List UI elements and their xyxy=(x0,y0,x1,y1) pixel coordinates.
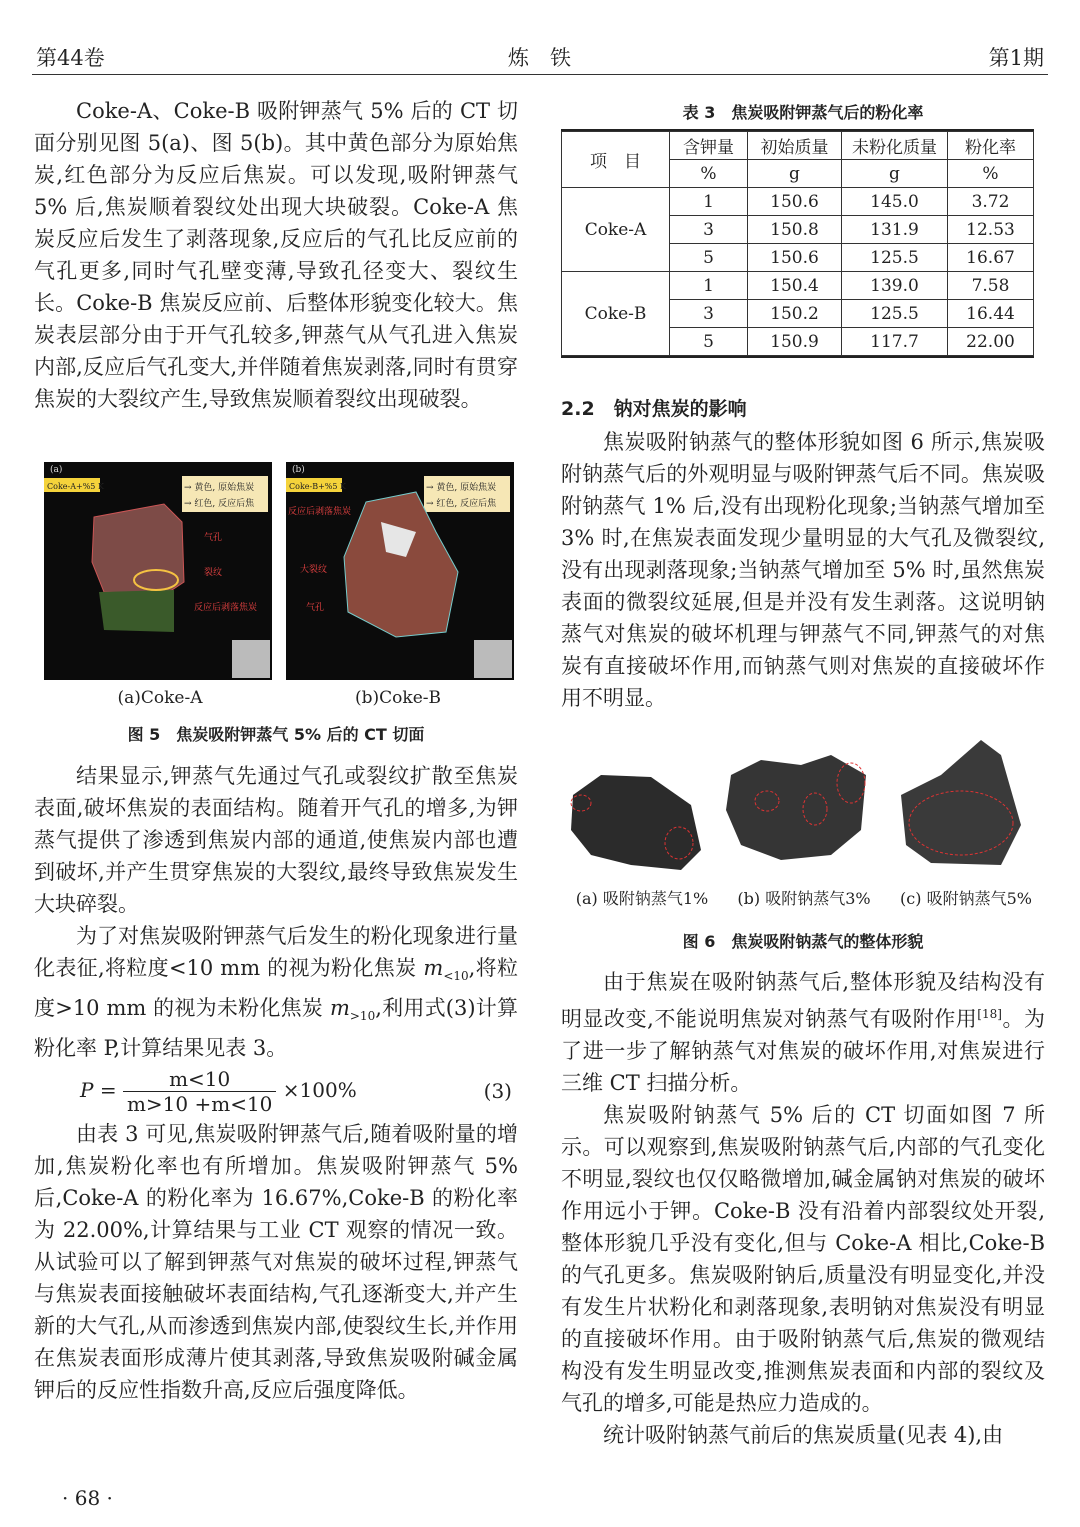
figure5-panel-a xyxy=(44,462,272,680)
header-journal: 炼 铁 xyxy=(508,46,571,70)
left-column-top xyxy=(34,95,518,415)
fig6-subcaption-b: (b) 吸附钠蒸气3% xyxy=(737,889,871,908)
th-m1-unit: g xyxy=(842,160,948,188)
fig5b-label: (b) xyxy=(292,465,305,475)
th-m0-unit: g xyxy=(748,160,842,188)
th-k-unit: % xyxy=(670,160,748,188)
fig5a-ann-crack: 裂纹 xyxy=(204,568,223,578)
section-heading: 2.2 钠对焦炭的影响 xyxy=(561,398,747,420)
figure5-image-b xyxy=(286,462,514,680)
fig5a-legend-red: → 红色, 反应后焦 xyxy=(184,499,255,509)
left-para-4: 由表 3 可见,焦炭吸附钾蒸气后,随着吸附量的增加,焦炭粉化率也有所增加。焦炭吸附钾蒸气 5% 后,Coke-A 的粉化率为 16.67%,Coke-B 的粉化率为 22.00%,计算结果与工业 CT 观察的情况一致。从试验可以了解到钾蒸气对焦炭的破坏过程,钾蒸气与焦炭表面接触破坏表面结构,气孔逐渐变大,并产生新的大气孔,从而渗透到焦炭内部,使裂纹生长,并作用在焦炭表面形成薄片使其剥落,导致焦炭吸附碱金属钾后的反应性指数升高,反应后强度降低。 xyxy=(34,1122,518,1402)
table-row: 3 150.8 131.9 12.53 xyxy=(562,216,1034,244)
fig5b-legend-red: → 红色, 反应后焦 xyxy=(426,499,497,509)
th-p-unit: % xyxy=(948,160,1034,188)
fig5b-coke-shape xyxy=(344,492,458,637)
left-column-bottom xyxy=(34,1118,518,1406)
equation-number: (3) xyxy=(483,1079,512,1103)
figure5-image-a xyxy=(44,462,272,680)
figure6-svg xyxy=(561,735,1045,883)
table3-title: 表 3 焦炭吸附钾蒸气后的粉化率 xyxy=(682,103,924,122)
table3 xyxy=(561,131,1034,356)
fig5a-thumb xyxy=(232,640,270,678)
right-column-bottom xyxy=(561,966,1045,1451)
figure6-images xyxy=(561,735,1045,883)
left-para-3: 为了对焦炭吸附钾蒸气后发生的粉化现象进行量化表征,将粒度<10 mm 的视为粉化焦炭 $m_{<10}$,将粒度>10 mm 的视为未粉化焦炭 $m_{>10}$,利用式(3)计算粉化率 P,计算结果见表 3。 xyxy=(34,924,519,1061)
citation-ref: [18] xyxy=(977,1007,1002,1021)
fig6-coke-a xyxy=(571,775,701,870)
right-column-top xyxy=(561,426,1045,714)
table3-wrap xyxy=(561,129,1034,358)
fig5a-label: (a) xyxy=(50,465,63,475)
header-rule xyxy=(32,74,1048,75)
group-name: Coke-A xyxy=(562,188,670,272)
fig6-subcaption-a: (a) 吸附钠蒸气1% xyxy=(575,889,709,908)
equation-3: P = $\frac{m<10}{m>10 +m<10}$ ×100% (3) xyxy=(80,1067,512,1116)
fig5-caption: 图 5 焦炭吸附钾蒸气 5% 后的 CT 切面 xyxy=(127,725,425,744)
fig5a-inset-text: Coke-A+%5 K xyxy=(47,482,104,491)
fig6-coke-b xyxy=(726,755,866,860)
table-row: 3 150.2 125.5 16.44 xyxy=(562,300,1034,328)
th-p: 粉化率 xyxy=(948,132,1034,160)
fig5b-inset-text: Coke-B+%5 K xyxy=(289,482,347,491)
th-m0: 初始质量 xyxy=(748,132,842,160)
table-row: 5 150.9 117.7 22.00 xyxy=(562,328,1034,356)
fig6-caption: 图 6 焦炭吸附钠蒸气的整体形貌 xyxy=(682,932,924,951)
fig5b-thumb xyxy=(474,640,512,678)
fig5a-coke-shape xyxy=(92,504,184,594)
fig6-subcaption-c: (c) 吸附钠蒸气5% xyxy=(900,889,1032,908)
figure5-panel-b xyxy=(286,462,514,680)
th-m1: 未粉化质量 xyxy=(842,132,948,160)
fig5a-ann-pore: 气孔 xyxy=(204,533,223,543)
fig6-coke-c xyxy=(901,740,1021,865)
table-row: 5 150.6 125.5 16.67 xyxy=(562,244,1034,272)
right-para-3: 焦炭吸附钠蒸气 5% 后的 CT 切面如图 7 所示。可以观察到,焦炭吸附钠蒸气后,内部的气孔变化不明显,裂纹也仅仅略微增加,碱金属钠对焦炭的破坏作用远小于钾。Coke-B 没有沿着内部裂纹处开裂,整体形貌几乎没有变化,但与 Coke-A 相比,Coke-B 的气孔更多。焦炭吸附钠后,质量没有明显变化,并没有发生片状粉化和剥落现象,表明钠对焦炭没有明显的直接破坏作用。由于吸附钠蒸气后,焦炭的微观结构没有发生明显改变,推测焦炭表面和内部的裂纹及气孔的增多,可能是热应力造成的。 xyxy=(561,1103,1045,1415)
fig5a-peel-shape xyxy=(99,590,174,632)
right-para-1: 焦炭吸附钠蒸气的整体形貌如图 6 所示,焦炭吸附钠蒸气后的外观明显与吸附钾蒸气后不同。焦炭吸附钠蒸气 1% 后,没有出现粉化现象;当钠蒸气增加至 3% 时,在焦炭表面发现少量明显的大气孔及微裂纹,没有出现剥落现象;当钠蒸气增加至 5% 时,虽然焦炭表面的微裂纹延展,但是并没有发生剥落。这说明钠蒸气对焦炭的破坏机理与钾蒸气不同,钾蒸气的对焦炭有直接破坏作用,而钠蒸气则对焦炭的直接破坏作用不明显。 xyxy=(561,430,1045,710)
group-name: Coke-B xyxy=(562,272,670,356)
fig5a-legend-yellow: → 黄色, 原始焦炭 xyxy=(184,483,255,493)
fig5b-ann-peel: 反应后剥落焦炭 xyxy=(288,507,352,517)
table-row: Coke-A 1 150.6 145.0 3.72 xyxy=(562,188,1034,216)
th-k: 含钾量 xyxy=(670,132,748,160)
fig5b-ann-pore: 气孔 xyxy=(306,603,325,613)
header-volume: 第44卷 xyxy=(36,46,105,70)
page-header xyxy=(0,0,1080,80)
right-para-4: 统计吸附钠蒸气前后的焦炭质量(见表 4),由 xyxy=(603,1423,1004,1447)
header-issue: 第1期 xyxy=(988,46,1044,70)
fig5b-legend-yellow: → 黄色, 原始焦炭 xyxy=(426,483,497,493)
fig5b-ann-crack: 大裂纹 xyxy=(300,565,328,575)
equation-fraction: $\frac{m<10}{m>10 +m<10}$ xyxy=(123,1067,276,1116)
left-column-mid xyxy=(34,760,518,1064)
fig5a-ann-peel: 反应后剥落焦炭 xyxy=(194,603,258,613)
table-row: Coke-B 1 150.4 139.0 7.58 xyxy=(562,272,1034,300)
page-number: · 68 · xyxy=(62,1486,113,1510)
th-item: 项 目 xyxy=(562,132,670,188)
left-para-1: Coke-A、Coke-B 吸附钾蒸气 5% 后的 CT 切面分别见图 5(a)、图 5(b)。其中黄色部分为原始焦炭,红色部分为反应后焦炭。可以发现,吸附钾蒸气 5% 后,焦炭顺着裂纹处出现大块破裂。Coke-A 焦炭反应后发生了剥落现象,反应后的气孔比反应前的气孔更多,同时气孔壁变薄,导致孔径变大、裂纹生长。Coke-B 焦炭反应前、后整体形貌变化较大。焦炭表层部分由于开气孔较多,钾蒸气从气孔进入焦炭内部,反应后气孔变大,并伴随着焦炭剥落,同时有贯穿焦炭的大裂纹产生,导致焦炭顺着裂纹出现破裂。 xyxy=(34,99,518,411)
fig5-subcaption-b: (b)Coke-B xyxy=(355,688,441,708)
left-para-2: 结果显示,钾蒸气先通过气孔或裂纹扩散至焦炭表面,破坏焦炭的表面结构。随着开气孔的增多,为钾蒸气提供了渗透到焦炭内部的通道,使焦炭内部也遭到破坏,并产生贯穿焦炭的大裂纹,最终导致焦炭发生大块碎裂。 xyxy=(34,764,518,916)
right-para-2: 由于焦炭在吸附钠蒸气后,整体形貌及结构没有明显改变,不能说明焦炭对钠蒸气有吸附作用[18]。为了进一步了解钠蒸气对焦炭的破坏作用,对焦炭进行三维 CT 扫描分析。 xyxy=(561,970,1045,1095)
fig5-subcaption-a: (a)Coke-A xyxy=(117,688,203,708)
